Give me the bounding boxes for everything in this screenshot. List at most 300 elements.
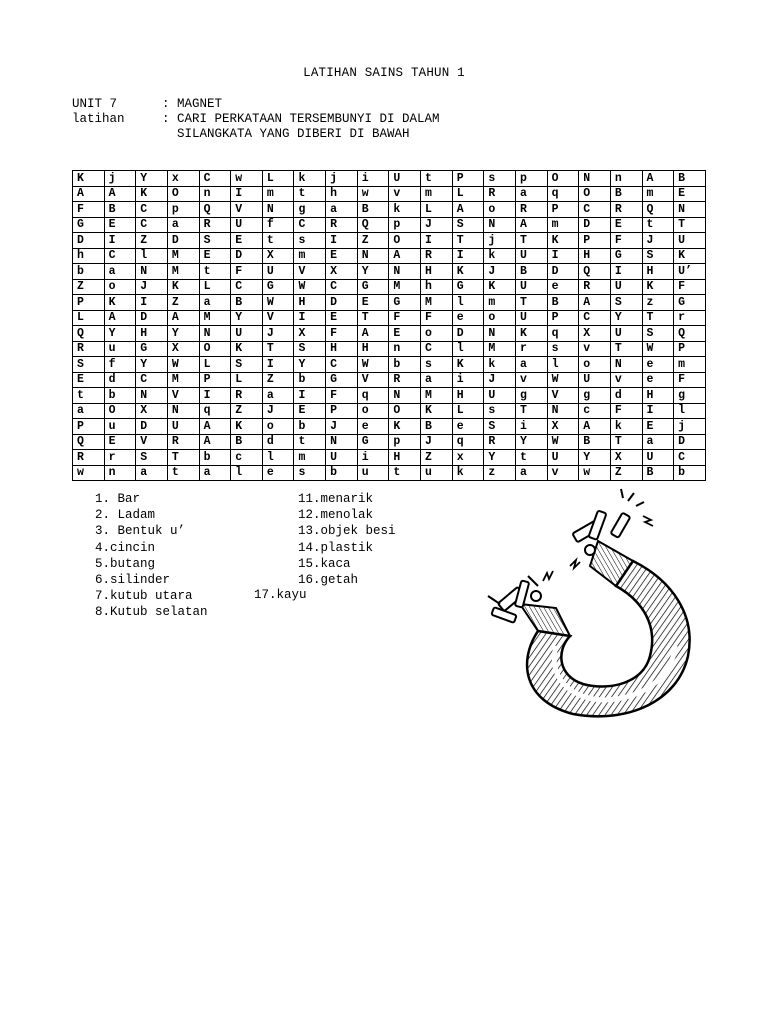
grid-cell: c <box>579 403 611 419</box>
grid-cell: m <box>547 217 579 233</box>
grid-cell: B <box>579 434 611 450</box>
grid-cell: A <box>579 419 611 435</box>
grid-cell: C <box>579 310 611 326</box>
grid-cell: h <box>326 186 358 202</box>
grid-row <box>73 248 706 264</box>
grid-row <box>73 217 706 233</box>
grid-cell: l <box>231 465 263 481</box>
grid-cell: A <box>199 419 231 435</box>
grid-cell: P <box>547 202 579 218</box>
grid-cell: j <box>326 171 358 187</box>
grid-cell: E <box>326 248 358 264</box>
grid-cell: S <box>294 341 326 357</box>
grid-cell: s <box>547 341 579 357</box>
grid-cell: z <box>484 465 516 481</box>
grid-cell: U’ <box>674 264 706 280</box>
grid-cell: a <box>73 403 105 419</box>
grid-row <box>73 310 706 326</box>
grid-cell: P <box>326 403 358 419</box>
grid-cell: s <box>294 233 326 249</box>
grid-cell: S <box>642 326 674 342</box>
grid-cell: K <box>515 326 547 342</box>
grid-cell: R <box>484 434 516 450</box>
grid-cell: U <box>167 419 199 435</box>
grid-cell: S <box>484 419 516 435</box>
grid-cell: E <box>326 310 358 326</box>
grid-cell: M <box>421 388 453 404</box>
grid-cell: H <box>642 264 674 280</box>
grid-cell: R <box>73 341 105 357</box>
grid-cell: p <box>167 202 199 218</box>
grid-cell: R <box>199 217 231 233</box>
grid-cell: R <box>326 217 358 233</box>
grid-cell: M <box>421 295 453 311</box>
grid-cell: Y <box>136 171 168 187</box>
grid-cell: C <box>674 450 706 466</box>
grid-cell: o <box>579 357 611 373</box>
grid-cell: p <box>515 171 547 187</box>
grid-cell: U <box>610 326 642 342</box>
word-list-item: 2. Ladam <box>95 508 156 523</box>
word-list-item: 14.plastik <box>298 540 374 555</box>
grid-cell: N <box>389 264 421 280</box>
grid-cell: I <box>642 403 674 419</box>
grid-cell: l <box>547 357 579 373</box>
grid-cell: k <box>294 171 326 187</box>
word-list-right <box>298 491 396 588</box>
grid-cell: H <box>294 295 326 311</box>
word-list-item: 17.kayu <box>254 588 307 602</box>
grid-cell: Q <box>674 326 706 342</box>
grid-cell: x <box>452 450 484 466</box>
grid-cell: A <box>104 186 136 202</box>
grid-cell: l <box>452 341 484 357</box>
grid-cell: M <box>167 372 199 388</box>
grid-cell: U <box>231 217 263 233</box>
grid-cell: K <box>231 341 263 357</box>
grid-cell: I <box>294 310 326 326</box>
grid-cell: H <box>579 248 611 264</box>
grid-cell: j <box>484 233 516 249</box>
grid-cell: B <box>674 171 706 187</box>
word-list-item: 8.Kutub selatan <box>95 605 208 620</box>
grid-cell: e <box>452 419 484 435</box>
grid-cell: X <box>136 403 168 419</box>
grid-cell: D <box>73 233 105 249</box>
grid-cell: M <box>199 310 231 326</box>
grid-cell: a <box>136 465 168 481</box>
grid-cell: J <box>262 403 294 419</box>
grid-cell: L <box>199 357 231 373</box>
grid-cell: E <box>610 217 642 233</box>
grid-cell: H <box>136 326 168 342</box>
grid-cell: A <box>199 434 231 450</box>
grid-cell: U <box>326 450 358 466</box>
grid-cell: K <box>167 279 199 295</box>
grid-cell: K <box>389 419 421 435</box>
grid-cell: A <box>389 248 421 264</box>
grid-cell: i <box>357 171 389 187</box>
grid-cell: k <box>484 248 516 264</box>
grid-cell: G <box>674 295 706 311</box>
grid-cell: C <box>136 202 168 218</box>
grid-cell: e <box>357 419 389 435</box>
unit-label: UNIT 7 <box>72 97 118 111</box>
grid-cell: L <box>452 186 484 202</box>
grid-cell: s <box>484 171 516 187</box>
grid-cell: F <box>674 279 706 295</box>
grid-cell: N <box>389 388 421 404</box>
grid-cell: B <box>357 202 389 218</box>
grid-cell: N <box>610 357 642 373</box>
grid-cell: b <box>389 357 421 373</box>
grid-cell: L <box>73 310 105 326</box>
grid-cell: D <box>579 217 611 233</box>
grid-cell: C <box>421 341 453 357</box>
grid-cell: Q <box>73 326 105 342</box>
grid-cell: B <box>421 419 453 435</box>
grid-cell: T <box>674 217 706 233</box>
grid-cell: f <box>262 217 294 233</box>
grid-cell: K <box>452 357 484 373</box>
grid-cell: R <box>73 450 105 466</box>
grid-cell: U <box>610 279 642 295</box>
grid-cell: t <box>73 388 105 404</box>
grid-cell: r <box>515 341 547 357</box>
word-list-item: 5.butang <box>95 556 156 571</box>
grid-cell: E <box>674 186 706 202</box>
grid-cell: h <box>73 248 105 264</box>
grid-cell: K <box>231 419 263 435</box>
grid-cell: W <box>547 372 579 388</box>
grid-cell: F <box>73 202 105 218</box>
grid-cell: T <box>515 233 547 249</box>
grid-cell: I <box>547 248 579 264</box>
grid-cell: w <box>357 186 389 202</box>
grid-cell: b <box>674 465 706 481</box>
grid-cell: E <box>357 295 389 311</box>
grid-cell: T <box>167 450 199 466</box>
grid-cell: L <box>421 202 453 218</box>
grid-cell: Q <box>357 217 389 233</box>
grid-cell: I <box>231 186 263 202</box>
grid-cell: a <box>167 217 199 233</box>
grid-cell: Y <box>136 357 168 373</box>
grid-cell: C <box>326 357 358 373</box>
grid-cell: W <box>294 279 326 295</box>
grid-cell: V <box>357 372 389 388</box>
grid-cell: R <box>610 202 642 218</box>
grid-cell: H <box>326 341 358 357</box>
grid-cell: X <box>579 326 611 342</box>
grid-cell: B <box>231 295 263 311</box>
grid-cell: a <box>515 357 547 373</box>
grid-cell: t <box>262 233 294 249</box>
grid-cell: s <box>484 403 516 419</box>
grid-cell: B <box>104 202 136 218</box>
grid-cell: t <box>515 450 547 466</box>
grid-cell: Z <box>357 233 389 249</box>
grid-cell: Q <box>579 264 611 280</box>
grid-cell: e <box>262 465 294 481</box>
grid-cell: m <box>642 186 674 202</box>
grid-cell: I <box>262 357 294 373</box>
grid-cell: D <box>547 264 579 280</box>
grid-cell: V <box>547 388 579 404</box>
grid-cell: r <box>674 310 706 326</box>
grid-cell: F <box>326 388 358 404</box>
grid-cell: C <box>136 372 168 388</box>
grid-cell: a <box>199 295 231 311</box>
grid-cell: v <box>610 372 642 388</box>
grid-cell: C <box>104 248 136 264</box>
grid-cell: B <box>642 465 674 481</box>
grid-cell: q <box>452 434 484 450</box>
grid-cell: l <box>136 248 168 264</box>
grid-cell: e <box>452 310 484 326</box>
grid-cell: P <box>452 171 484 187</box>
grid-cell: W <box>167 357 199 373</box>
word-search-grid <box>72 170 706 481</box>
grid-cell: C <box>326 279 358 295</box>
grid-cell: n <box>610 171 642 187</box>
grid-cell: l <box>452 295 484 311</box>
grid-cell: l <box>262 450 294 466</box>
grid-cell: G <box>610 248 642 264</box>
grid-cell: b <box>294 372 326 388</box>
grid-cell: O <box>199 341 231 357</box>
grid-cell: S <box>610 295 642 311</box>
grid-cell: o <box>484 310 516 326</box>
grid-cell: X <box>547 419 579 435</box>
grid-cell: C <box>294 217 326 233</box>
grid-cell: V <box>231 202 263 218</box>
grid-cell: D <box>136 310 168 326</box>
grid-cell: m <box>674 357 706 373</box>
grid-cell: G <box>262 279 294 295</box>
grid-cell: g <box>294 202 326 218</box>
grid-row <box>73 434 706 450</box>
grid-cell: l <box>674 403 706 419</box>
grid-cell: N <box>484 326 516 342</box>
word-list-item: 4.cincin <box>95 540 156 555</box>
grid-cell: I <box>610 264 642 280</box>
grid-cell: N <box>326 434 358 450</box>
grid-cell: g <box>579 388 611 404</box>
grid-cell: T <box>610 434 642 450</box>
grid-cell: J <box>136 279 168 295</box>
grid-cell: T <box>262 341 294 357</box>
word-list-item: 13.objek besi <box>298 524 396 539</box>
grid-row <box>73 279 706 295</box>
grid-cell: N <box>136 264 168 280</box>
grid-cell: b <box>73 264 105 280</box>
word-list-item: 6.silinder <box>95 573 171 588</box>
grid-cell: f <box>104 357 136 373</box>
grid-cell: Y <box>231 310 263 326</box>
grid-cell: N <box>357 248 389 264</box>
grid-cell: F <box>610 233 642 249</box>
grid-cell: K <box>136 186 168 202</box>
grid-cell: v <box>389 186 421 202</box>
grid-cell: J <box>421 434 453 450</box>
grid-row <box>73 450 706 466</box>
grid-cell: X <box>326 264 358 280</box>
grid-cell: D <box>231 248 263 264</box>
grid-cell: b <box>104 388 136 404</box>
grid-cell: b <box>294 419 326 435</box>
grid-cell: G <box>389 295 421 311</box>
grid-cell: d <box>262 434 294 450</box>
grid-cell: L <box>262 171 294 187</box>
grid-cell: a <box>515 186 547 202</box>
grid-cell: P <box>199 372 231 388</box>
grid-cell: Z <box>73 279 105 295</box>
grid-cell: A <box>104 310 136 326</box>
grid-cell: p <box>389 217 421 233</box>
grid-cell: w <box>231 171 263 187</box>
grid-cell: Y <box>104 326 136 342</box>
grid-row <box>73 326 706 342</box>
grid-cell: S <box>199 233 231 249</box>
grid-cell: t <box>642 217 674 233</box>
grid-cell: F <box>231 264 263 280</box>
grid-cell: a <box>515 465 547 481</box>
grid-cell: E <box>104 434 136 450</box>
grid-cell: d <box>610 388 642 404</box>
grid-cell: Y <box>515 434 547 450</box>
grid-cell: T <box>515 403 547 419</box>
grid-cell: i <box>515 419 547 435</box>
grid-cell: F <box>389 310 421 326</box>
grid-cell: w <box>579 465 611 481</box>
grid-cell: V <box>136 434 168 450</box>
grid-cell: T <box>515 295 547 311</box>
grid-cell: d <box>104 372 136 388</box>
grid-cell: H <box>357 341 389 357</box>
grid-cell: S <box>231 357 263 373</box>
grid-cell: K <box>452 264 484 280</box>
grid-cell: V <box>294 264 326 280</box>
grid-cell: v <box>579 341 611 357</box>
grid-cell: j <box>104 171 136 187</box>
grid-cell: R <box>421 248 453 264</box>
unit-value: : MAGNET <box>162 97 223 111</box>
page-title: LATIHAN SAINS TAHUN 1 <box>303 66 465 80</box>
grid-cell: U <box>515 310 547 326</box>
grid-cell: I <box>136 295 168 311</box>
grid-cell: U <box>389 171 421 187</box>
word-list-left <box>95 491 208 621</box>
grid-cell: G <box>452 279 484 295</box>
grid-cell: m <box>421 186 453 202</box>
grid-cell: e <box>547 279 579 295</box>
grid-cell: Y <box>484 450 516 466</box>
grid-cell: U <box>642 450 674 466</box>
grid-cell: O <box>579 186 611 202</box>
grid-row <box>73 419 706 435</box>
task-instruction-line1: : CARI PERKATAAN TERSEMBUNYI DI DALAM <box>162 112 440 126</box>
grid-cell: C <box>199 171 231 187</box>
grid-cell: a <box>104 264 136 280</box>
grid-cell: N <box>674 202 706 218</box>
grid-cell: o <box>262 419 294 435</box>
word-list-item: 7.kutub utara <box>95 589 193 604</box>
grid-cell: E <box>294 403 326 419</box>
grid-row <box>73 295 706 311</box>
grid-cell: R <box>579 279 611 295</box>
grid-cell: t <box>199 264 231 280</box>
grid-cell: D <box>326 295 358 311</box>
grid-cell: F <box>421 310 453 326</box>
grid-cell: k <box>452 465 484 481</box>
grid-cell: a <box>642 434 674 450</box>
grid-cell: I <box>421 233 453 249</box>
grid-cell: N <box>579 171 611 187</box>
grid-cell: L <box>231 372 263 388</box>
grid-cell: N <box>484 217 516 233</box>
grid-cell: T <box>452 233 484 249</box>
grid-cell: C <box>579 202 611 218</box>
grid-cell: O <box>167 186 199 202</box>
grid-cell: t <box>389 465 421 481</box>
grid-row <box>73 264 706 280</box>
grid-cell: S <box>136 450 168 466</box>
grid-cell: F <box>326 326 358 342</box>
word-list-item: 15.kaca <box>298 556 351 571</box>
grid-cell: A <box>452 202 484 218</box>
grid-cell: B <box>515 264 547 280</box>
grid-cell: B <box>610 186 642 202</box>
grid-cell: g <box>515 388 547 404</box>
grid-cell: j <box>674 419 706 435</box>
grid-cell: U <box>231 326 263 342</box>
grid-cell: E <box>642 419 674 435</box>
grid-row <box>73 171 706 187</box>
grid-cell: H <box>421 264 453 280</box>
grid-cell: g <box>674 388 706 404</box>
grid-cell: E <box>231 233 263 249</box>
grid-cell: W <box>547 434 579 450</box>
grid-cell: P <box>674 341 706 357</box>
grid-cell: J <box>326 419 358 435</box>
grid-cell: R <box>167 434 199 450</box>
word-list-item: 12.menolak <box>298 508 374 523</box>
grid-cell: M <box>389 279 421 295</box>
grid-cell: V <box>167 388 199 404</box>
grid-cell: K <box>104 295 136 311</box>
grid-cell: A <box>73 186 105 202</box>
grid-row <box>73 403 706 419</box>
unit-info <box>72 97 440 142</box>
grid-cell: Z <box>610 465 642 481</box>
grid-cell: A <box>357 326 389 342</box>
grid-cell: H <box>389 450 421 466</box>
grid-cell: T <box>357 310 389 326</box>
grid-cell: C <box>136 217 168 233</box>
grid-cell: n <box>199 186 231 202</box>
grid-cell: E <box>199 248 231 264</box>
grid-cell: a <box>326 202 358 218</box>
grid-cell: G <box>326 372 358 388</box>
grid-cell: k <box>484 357 516 373</box>
grid-cell: o <box>484 202 516 218</box>
grid-row <box>73 233 706 249</box>
grid-cell: X <box>167 341 199 357</box>
grid-cell: i <box>357 450 389 466</box>
grid-cell: P <box>73 295 105 311</box>
grid-cell: F <box>610 403 642 419</box>
